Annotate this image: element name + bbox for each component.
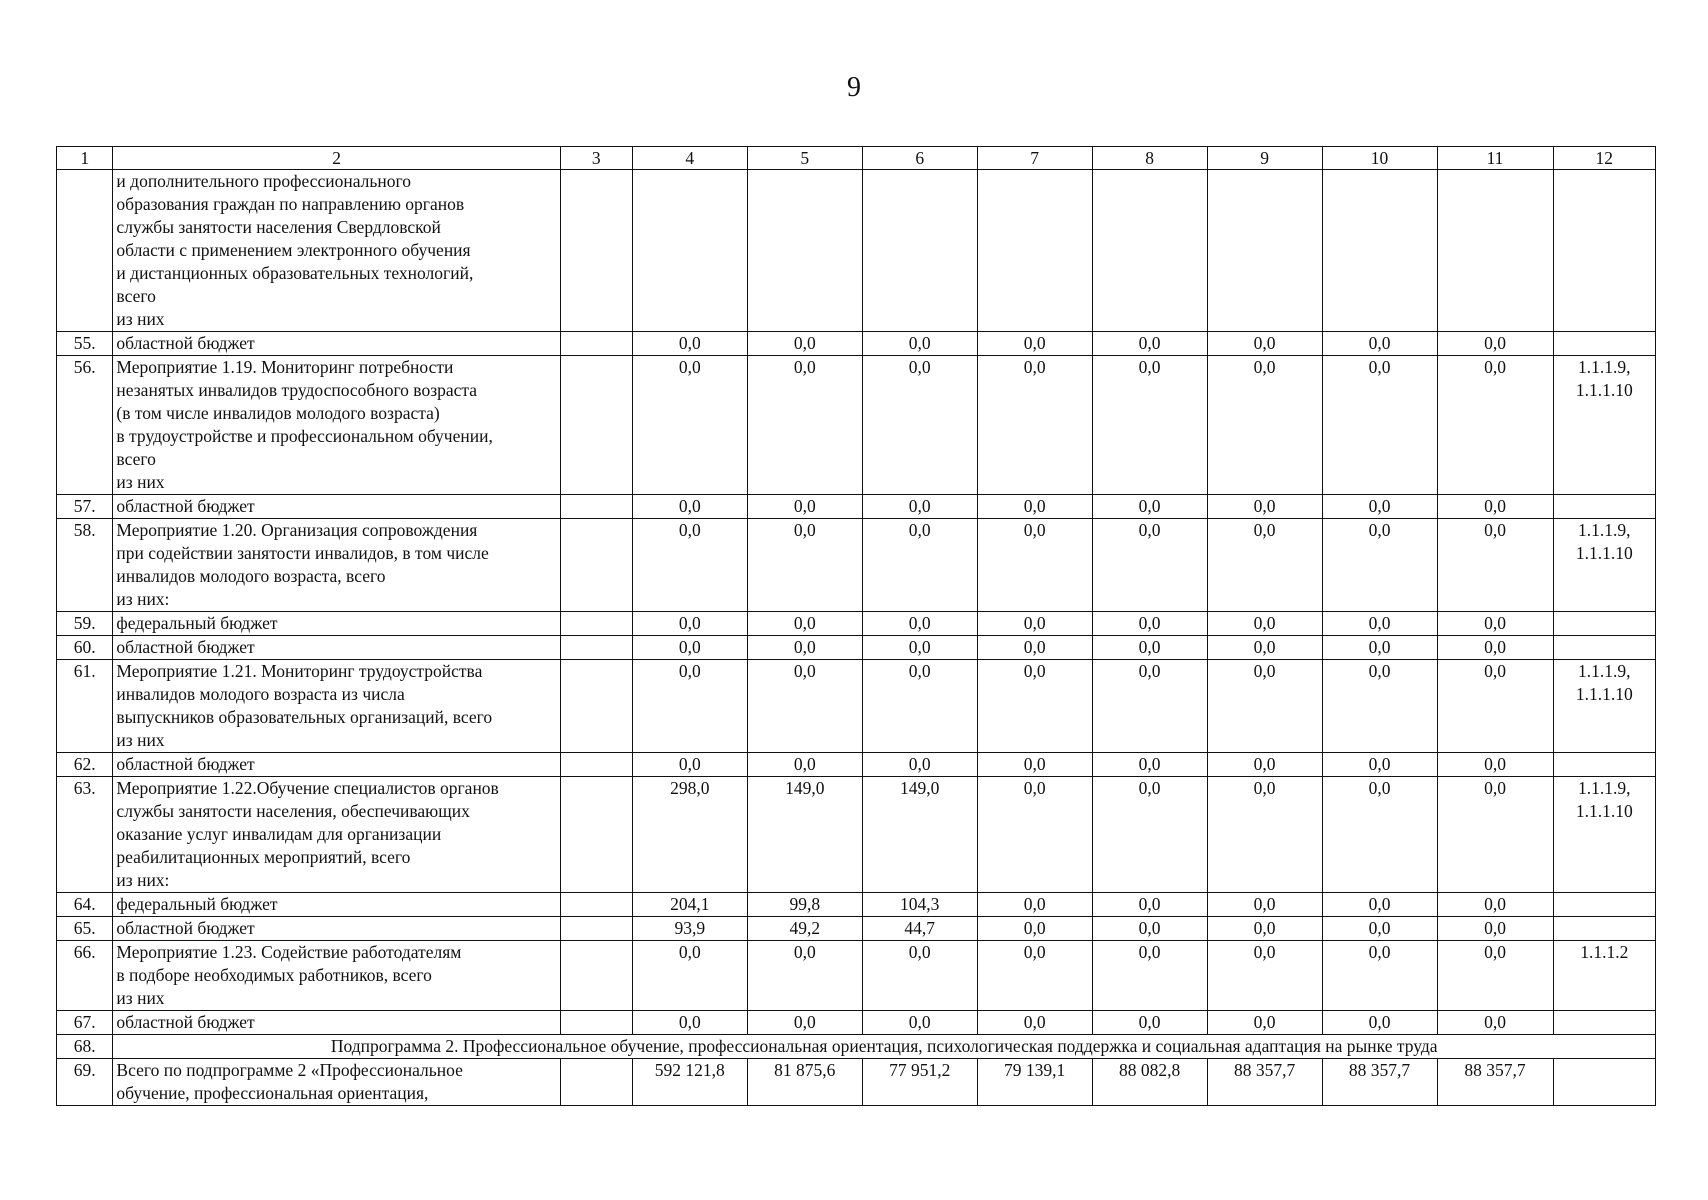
value-cell: 88 357,7 (1322, 1059, 1437, 1106)
row-name-line: Мероприятие 1.20. Организация сопровождения (116, 520, 478, 540)
target-codes-cell (1553, 893, 1656, 917)
value-cell: 0,0 (1092, 941, 1207, 1011)
row-name (113, 519, 560, 612)
row-name-line: (в том числе инвалидов молодого возраста) (116, 403, 440, 423)
value-cell: 0,0 (747, 332, 862, 356)
column-3-cell (560, 495, 632, 519)
value-cell: 0,0 (977, 612, 1092, 636)
value-cell: 0,0 (977, 753, 1092, 777)
target-codes-cell (1553, 636, 1656, 660)
row-name-line: всего (116, 449, 156, 469)
target-code: 1.1.1.10 (1575, 801, 1633, 821)
empty-cell (560, 170, 632, 332)
column-header-9: 9 (1207, 147, 1322, 170)
column-header-3: 3 (560, 147, 632, 170)
value-cell: 0,0 (1437, 893, 1553, 917)
row-name-line: областной бюджет (116, 333, 255, 353)
value-cell: 0,0 (1207, 917, 1322, 941)
column-header-11: 11 (1437, 147, 1553, 170)
page-number: 9 (847, 72, 861, 103)
table-row (57, 1011, 1656, 1035)
value-cell: 149,0 (747, 777, 862, 893)
header-row (57, 147, 1656, 170)
value-cell: 0,0 (1207, 519, 1322, 612)
row-name-line: федеральный бюджет (116, 613, 278, 633)
row-name-line: инвалидов молодого возраста из числа (116, 684, 405, 704)
column-header-12: 12 (1553, 147, 1656, 170)
row-name-line: областной бюджет (116, 637, 255, 657)
row-name-line: области с применением электронного обучения (116, 240, 471, 260)
value-cell: 0,0 (1322, 1011, 1437, 1035)
target-codes-cell (1553, 917, 1656, 941)
value-cell: 0,0 (632, 612, 747, 636)
target-codes-cell (1553, 519, 1656, 612)
row-name-line: Мероприятие 1.21. Мониторинг трудоустройства (116, 661, 483, 681)
value-cell: 0,0 (747, 660, 862, 753)
table-row (57, 356, 1656, 495)
row-number: 60. (57, 636, 113, 660)
row-number: 69. (57, 1059, 113, 1106)
row-name-line: в трудоустройстве и профессиональном обучении, (116, 426, 493, 446)
row-number: 62. (57, 753, 113, 777)
target-code: 1.1.1.9, (1578, 357, 1631, 377)
value-cell: 44,7 (862, 917, 977, 941)
row-name (113, 170, 560, 332)
value-cell: 0,0 (1437, 753, 1553, 777)
value-cell: 0,0 (747, 495, 862, 519)
column-header-5: 5 (747, 147, 862, 170)
target-codes-cell (1553, 612, 1656, 636)
row-name-line: в подборе необходимых работников, всего (116, 965, 432, 985)
table-row (57, 753, 1656, 777)
target-codes-cell (1553, 753, 1656, 777)
value-cell: 0,0 (977, 893, 1092, 917)
value-cell: 0,0 (1092, 495, 1207, 519)
value-cell: 88 357,7 (1207, 1059, 1322, 1106)
value-cell: 0,0 (1322, 356, 1437, 495)
row-name-line: областной бюджет (116, 754, 255, 774)
row-number: 58. (57, 519, 113, 612)
row-name-line: из них (116, 309, 165, 329)
row-name (113, 356, 560, 495)
table-row (57, 636, 1656, 660)
value-cell: 99,8 (747, 893, 862, 917)
column-3-cell (560, 777, 632, 893)
target-codes-cell (1553, 941, 1656, 1011)
value-cell: 0,0 (1092, 660, 1207, 753)
table-body (57, 170, 1656, 1106)
target-code: 1.1.1.10 (1575, 380, 1633, 400)
empty-cell (1553, 170, 1656, 332)
row-name-line: из них: (116, 870, 170, 890)
value-cell: 0,0 (1207, 941, 1322, 1011)
value-cell: 0,0 (747, 356, 862, 495)
row-number: 59. (57, 612, 113, 636)
value-cell: 0,0 (1322, 495, 1437, 519)
row-name (113, 753, 560, 777)
table-row (57, 941, 1656, 1011)
value-cell: 0,0 (1322, 777, 1437, 893)
table-row (57, 519, 1656, 612)
target-codes-cell (1553, 660, 1656, 753)
value-cell: 0,0 (862, 519, 977, 612)
value-cell: 0,0 (1207, 495, 1322, 519)
row-name-line: Мероприятие 1.23. Содействие работодателям (116, 942, 462, 962)
value-cell: 0,0 (1322, 519, 1437, 612)
value-cell: 88 357,7 (1437, 1059, 1553, 1106)
value-cell: 0,0 (1437, 612, 1553, 636)
value-cell: 0,0 (1437, 660, 1553, 753)
value-cell: 0,0 (1092, 636, 1207, 660)
row-name-line: всего (116, 286, 156, 306)
row-name (113, 1011, 560, 1035)
row-number: 55. (57, 332, 113, 356)
empty-cell (1207, 170, 1322, 332)
value-cell: 0,0 (862, 753, 977, 777)
column-header-8: 8 (1092, 147, 1207, 170)
row-name-line: из них: (116, 589, 170, 609)
value-cell: 0,0 (747, 612, 862, 636)
empty-cell (862, 170, 977, 332)
column-3-cell (560, 332, 632, 356)
column-3-cell (560, 1059, 632, 1106)
value-cell: 0,0 (1437, 636, 1553, 660)
column-header-1: 1 (57, 147, 113, 170)
column-3-cell (560, 1011, 632, 1035)
value-cell: 0,0 (977, 636, 1092, 660)
table-row (57, 893, 1656, 917)
column-header-10: 10 (1322, 147, 1437, 170)
table-row (57, 1059, 1656, 1106)
row-number: 57. (57, 495, 113, 519)
value-cell: 0,0 (1437, 1011, 1553, 1035)
value-cell: 0,0 (747, 753, 862, 777)
target-code: 1.1.1.2 (1580, 942, 1629, 962)
value-cell: 0,0 (862, 941, 977, 1011)
row-name-line: незанятых инвалидов трудоспособного возраста (116, 380, 478, 400)
value-cell: 79 139,1 (977, 1059, 1092, 1106)
value-cell: 0,0 (632, 660, 747, 753)
row-name (113, 941, 560, 1011)
value-cell: 0,0 (1207, 612, 1322, 636)
column-3-cell (560, 519, 632, 612)
row-name-line: из них (116, 730, 165, 750)
row-name-line: реабилитационных мероприятий, всего (116, 847, 411, 867)
target-codes-cell (1553, 1011, 1656, 1035)
row-name-line: Мероприятие 1.22.Обучение специалистов органов (116, 778, 499, 798)
value-cell: 0,0 (1092, 893, 1207, 917)
value-cell: 0,0 (1322, 660, 1437, 753)
empty-cell (1437, 170, 1553, 332)
value-cell: 0,0 (1322, 893, 1437, 917)
value-cell: 81 875,6 (747, 1059, 862, 1106)
row-name (113, 495, 560, 519)
value-cell: 0,0 (862, 1011, 977, 1035)
row-number: 68. (57, 1035, 113, 1059)
value-cell: 0,0 (1437, 917, 1553, 941)
row-name-line: федеральный бюджет (116, 894, 278, 914)
row-name-line: обучение, профессиональная ориентация, (116, 1083, 429, 1103)
row-name-line: выпускников образовательных организаций, всего (116, 707, 493, 727)
value-cell: 0,0 (977, 356, 1092, 495)
row-name (113, 1059, 560, 1106)
value-cell: 88 082,8 (1092, 1059, 1207, 1106)
value-cell: 0,0 (632, 495, 747, 519)
value-cell: 0,0 (1207, 753, 1322, 777)
value-cell: 0,0 (1092, 332, 1207, 356)
value-cell: 0,0 (747, 1011, 862, 1035)
table-row (57, 612, 1656, 636)
value-cell: 0,0 (1437, 941, 1553, 1011)
row-name (113, 660, 560, 753)
row-name-line: из них (116, 472, 165, 492)
value-cell: 0,0 (977, 519, 1092, 612)
target-code: 1.1.1.10 (1575, 543, 1633, 563)
value-cell: 0,0 (1207, 893, 1322, 917)
value-cell: 0,0 (1437, 356, 1553, 495)
value-cell: 0,0 (862, 660, 977, 753)
column-3-cell (560, 941, 632, 1011)
column-header-4: 4 (632, 147, 747, 170)
value-cell: 0,0 (862, 332, 977, 356)
empty-cell (1092, 170, 1207, 332)
value-cell: 0,0 (1092, 777, 1207, 893)
table-row (57, 917, 1656, 941)
value-cell: 104,3 (862, 893, 977, 917)
value-cell: 0,0 (1437, 332, 1553, 356)
row-name-line: Мероприятие 1.19. Мониторинг потребности (116, 357, 454, 377)
target-code: 1.1.1.10 (1575, 684, 1633, 704)
table-row (57, 495, 1656, 519)
row-number: 63. (57, 777, 113, 893)
row-name-line: и дополнительного профессионального (116, 171, 411, 191)
subprogram-title: Подпрограмма 2. Профессиональное обучение, профессиональная ориентация, психологическая поддержка и социальная адаптация на рынке труда (113, 1035, 1656, 1059)
budget-table (56, 146, 1656, 1106)
empty-cell (1322, 170, 1437, 332)
subprogram-row (57, 1035, 1656, 1059)
value-cell: 0,0 (1092, 612, 1207, 636)
value-cell: 0,0 (632, 636, 747, 660)
column-header-6: 6 (862, 147, 977, 170)
column-3-cell (560, 660, 632, 753)
value-cell: 77 951,2 (862, 1059, 977, 1106)
value-cell: 0,0 (1207, 660, 1322, 753)
target-code: 1.1.1.9, (1578, 520, 1631, 540)
value-cell: 0,0 (747, 636, 862, 660)
empty-cell (977, 170, 1092, 332)
value-cell: 0,0 (1207, 777, 1322, 893)
row-number: 61. (57, 660, 113, 753)
column-3-cell (560, 356, 632, 495)
row-name-line: службы занятости населения Свердловской (116, 217, 441, 237)
value-cell: 0,0 (977, 332, 1092, 356)
row-number: 66. (57, 941, 113, 1011)
row-name-line: инвалидов молодого возраста, всего (116, 566, 386, 586)
row-name (113, 636, 560, 660)
row-name-line: образования граждан по направлению органов (116, 194, 465, 214)
value-cell: 0,0 (977, 1011, 1092, 1035)
row-number: 67. (57, 1011, 113, 1035)
value-cell: 0,0 (632, 1011, 747, 1035)
target-codes-cell (1553, 1059, 1656, 1106)
row-name-line: областной бюджет (116, 496, 255, 516)
value-cell: 0,0 (632, 332, 747, 356)
row-name-line: оказание услуг инвалидам для организации (116, 824, 442, 844)
row-name-line: областной бюджет (116, 1012, 255, 1032)
value-cell: 0,0 (862, 612, 977, 636)
continuation-row (57, 170, 1656, 332)
value-cell: 0,0 (1437, 495, 1553, 519)
value-cell: 0,0 (1437, 519, 1553, 612)
target-codes-cell (1553, 332, 1656, 356)
row-name (113, 893, 560, 917)
row-number: 65. (57, 917, 113, 941)
value-cell: 49,2 (747, 917, 862, 941)
value-cell: 0,0 (1092, 1011, 1207, 1035)
value-cell: 0,0 (632, 941, 747, 1011)
table-row (57, 660, 1656, 753)
table-row (57, 777, 1656, 893)
value-cell: 0,0 (977, 777, 1092, 893)
row-name (113, 777, 560, 893)
value-cell: 0,0 (747, 519, 862, 612)
value-cell: 0,0 (1322, 332, 1437, 356)
value-cell: 204,1 (632, 893, 747, 917)
target-code: 1.1.1.9, (1578, 778, 1631, 798)
value-cell: 0,0 (977, 941, 1092, 1011)
column-header-7: 7 (977, 147, 1092, 170)
row-name-line: при содействии занятости инвалидов, в том числе (116, 543, 489, 563)
value-cell: 0,0 (977, 917, 1092, 941)
value-cell: 0,0 (1207, 332, 1322, 356)
row-name-line: из них (116, 988, 165, 1008)
column-header-2: 2 (113, 147, 560, 170)
target-codes-cell (1553, 777, 1656, 893)
value-cell: 0,0 (1092, 356, 1207, 495)
column-3-cell (560, 753, 632, 777)
target-code: 1.1.1.9, (1578, 661, 1631, 681)
value-cell: 0,0 (1207, 356, 1322, 495)
row-name (113, 612, 560, 636)
value-cell: 0,0 (1092, 519, 1207, 612)
value-cell: 0,0 (1322, 753, 1437, 777)
value-cell: 0,0 (1322, 917, 1437, 941)
column-3-cell (560, 636, 632, 660)
value-cell: 0,0 (1207, 1011, 1322, 1035)
value-cell: 592 121,8 (632, 1059, 747, 1106)
value-cell: 0,0 (977, 495, 1092, 519)
row-name (113, 332, 560, 356)
row-name (113, 917, 560, 941)
column-3-cell (560, 917, 632, 941)
value-cell: 0,0 (862, 495, 977, 519)
value-cell: 0,0 (1092, 753, 1207, 777)
value-cell: 0,0 (632, 753, 747, 777)
value-cell: 0,0 (632, 519, 747, 612)
value-cell: 0,0 (1092, 917, 1207, 941)
empty-cell (632, 170, 747, 332)
target-codes-cell (1553, 356, 1656, 495)
row-number (57, 170, 113, 332)
value-cell: 0,0 (1322, 636, 1437, 660)
row-name-line: службы занятости населения, обеспечивающих (116, 801, 470, 821)
row-number: 64. (57, 893, 113, 917)
value-cell: 93,9 (632, 917, 747, 941)
table-row (57, 332, 1656, 356)
row-number: 56. (57, 356, 113, 495)
value-cell: 0,0 (1322, 612, 1437, 636)
value-cell: 0,0 (862, 356, 977, 495)
column-3-cell (560, 893, 632, 917)
value-cell: 0,0 (1437, 777, 1553, 893)
empty-cell (747, 170, 862, 332)
row-name-line: областной бюджет (116, 918, 255, 938)
row-name-line: и дистанционных образовательных технологий, (116, 263, 474, 283)
value-cell: 0,0 (747, 941, 862, 1011)
value-cell: 0,0 (977, 660, 1092, 753)
value-cell: 0,0 (862, 636, 977, 660)
column-3-cell (560, 612, 632, 636)
row-name-line: Всего по подпрограмме 2 «Профессиональное (116, 1060, 463, 1080)
value-cell: 0,0 (1322, 941, 1437, 1011)
value-cell: 0,0 (1207, 636, 1322, 660)
target-codes-cell (1553, 495, 1656, 519)
value-cell: 298,0 (632, 777, 747, 893)
value-cell: 0,0 (632, 356, 747, 495)
value-cell: 149,0 (862, 777, 977, 893)
